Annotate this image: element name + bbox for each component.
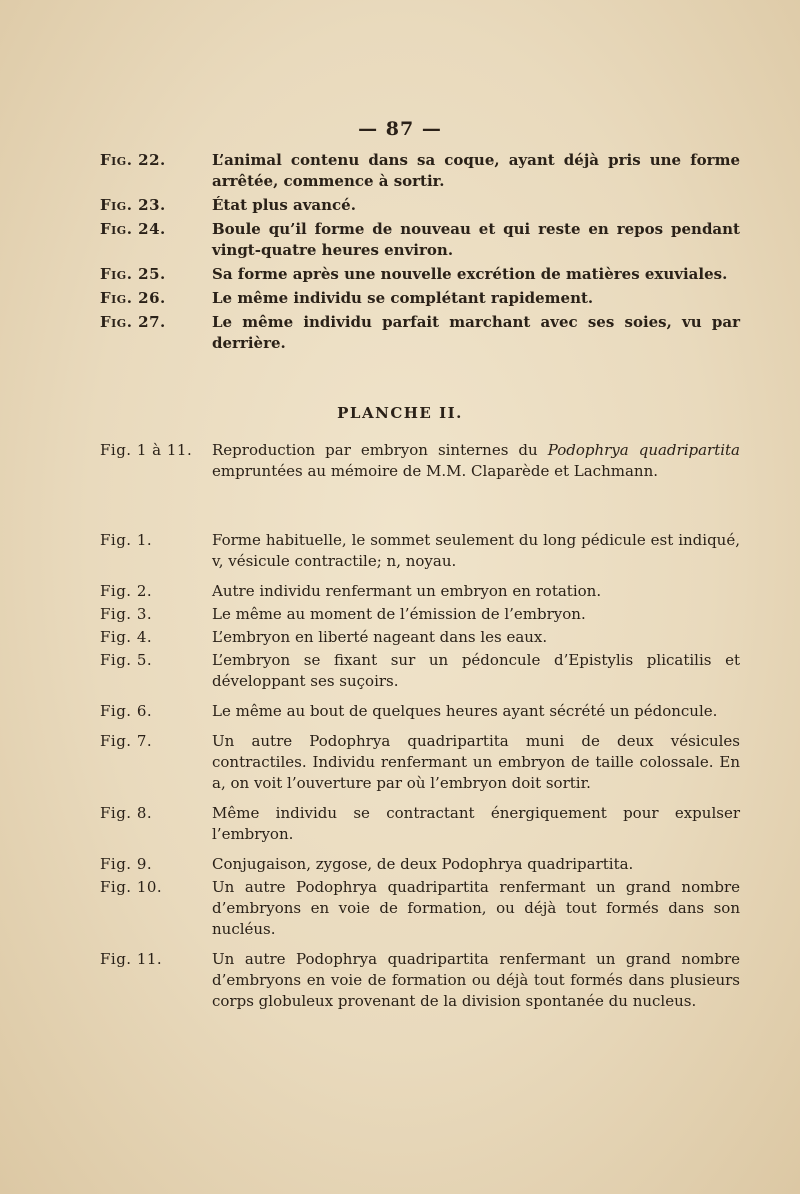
figure-entry <box>100 949 740 1012</box>
figure-label: Fig. 5. <box>100 651 153 669</box>
figure-entry <box>100 150 740 192</box>
figure-label: Fig. 25. <box>100 265 166 283</box>
plate-title: PLANCHE II. <box>337 404 463 422</box>
figure-label: Fig. 4. <box>100 628 153 646</box>
figure-label: Fig. 1 à 11. <box>100 441 193 459</box>
figure-description: Le même individu se complétant rapidement. <box>212 289 594 307</box>
figure-description <box>212 440 740 482</box>
figure-label: Fig. 23. <box>100 196 166 214</box>
figure-description: Un autre Podophrya quadripartita renfermant un grand nombre d’embryons en voie de formation ou déjà tout formés dans plusieurs corps globuleux provenant de la division spontanée du nucleus. <box>212 950 740 1010</box>
figure-description: Le même au bout de quelques heures ayant sécrété un pédoncule. <box>212 702 718 720</box>
figure-label: Fig. 26. <box>100 289 166 307</box>
figure-label: Fig. 10. <box>100 878 163 896</box>
figure-description: Boule qu’il forme de nouveau et qui reste en repos pendant vingt-quatre heures environ. <box>212 220 740 259</box>
figure-entry <box>100 877 740 940</box>
figure-label: Fig. 27. <box>100 313 166 331</box>
figure-entry <box>100 440 740 482</box>
figure-list-part1 <box>100 150 740 357</box>
figure-label: Fig. 2. <box>100 582 153 600</box>
figure-label: Fig. 3. <box>100 605 153 623</box>
figure-description: L’embryon en liberté nageant dans les eaux. <box>212 628 548 646</box>
figure-label: Fig. 22. <box>100 151 166 169</box>
figure-label: Fig. 7. <box>100 732 153 750</box>
figure-entry <box>100 701 740 722</box>
species-name: Podophrya quadripartita <box>547 441 740 459</box>
figure-description: Un autre Podophrya quadripartita muni de deux vésicules contractiles. Individu renfermant un embryon de taille colossale. En a, on voit l’ouverture par où l’embryon doit sortir. <box>212 732 740 792</box>
figure-entry <box>100 288 740 309</box>
figure-description: Même individu se contractant énergiquement pour expulser l’embryon. <box>212 804 740 843</box>
figure-entry <box>100 219 740 261</box>
figure-entry <box>100 581 740 602</box>
figure-entry <box>100 195 740 216</box>
figure-description: Le même individu parfait marchant avec ses soies, vu par derrière. <box>212 313 740 352</box>
figure-label: Fig. 11. <box>100 950 163 968</box>
figure-entry <box>100 731 740 794</box>
figure-list-part2 <box>100 530 740 1014</box>
figure-entry <box>100 803 740 845</box>
figure-description: Forme habituelle, le sommet seulement du long pédicule est indiqué, v, vésicule contractile; n, noyau. <box>212 531 740 570</box>
figure-description: Sa forme après une nouvelle excrétion de matières exuviales. <box>212 265 728 283</box>
intro-text-before: Reproduction par embryon sinternes du <box>212 441 548 459</box>
plate-intro <box>100 440 740 482</box>
page-number: — 87 — <box>358 118 442 140</box>
figure-label: Fig. 6. <box>100 702 153 720</box>
figure-label: Fig. 8. <box>100 804 153 822</box>
figure-description: L’animal contenu dans sa coque, ayant déjà pris une forme arrêtée, commence à sortir. <box>212 151 740 190</box>
figure-description: L’embryon se fixant sur un pédoncule d’Epistylis plicatilis et développant ses suçoirs. <box>212 651 740 690</box>
figure-entry <box>100 627 740 648</box>
figure-entry <box>100 312 740 354</box>
figure-entry <box>100 604 740 625</box>
figure-description: Le même au moment de l’émission de l’embryon. <box>212 605 586 623</box>
figure-entry <box>100 854 740 875</box>
figure-entry <box>100 530 740 572</box>
figure-description: Autre individu renfermant un embryon en rotation. <box>212 582 602 600</box>
figure-entry <box>100 264 740 285</box>
figure-description: État plus avancé. <box>212 196 356 214</box>
figure-description: Conjugaison, zygose, de deux Podophrya quadripartita. <box>212 855 634 873</box>
figure-label: Fig. 1. <box>100 531 153 549</box>
figure-description: Un autre Podophrya quadripartita renfermant un grand nombre d’embryons en voie de formation, ou déjà tout formés dans son nucléus. <box>212 878 740 938</box>
figure-label: Fig. 9. <box>100 855 153 873</box>
figure-label: Fig. 24. <box>100 220 166 238</box>
intro-text-after: empruntées au mémoire de M.M. Claparède et Lachmann. <box>212 462 659 480</box>
figure-entry <box>100 650 740 692</box>
